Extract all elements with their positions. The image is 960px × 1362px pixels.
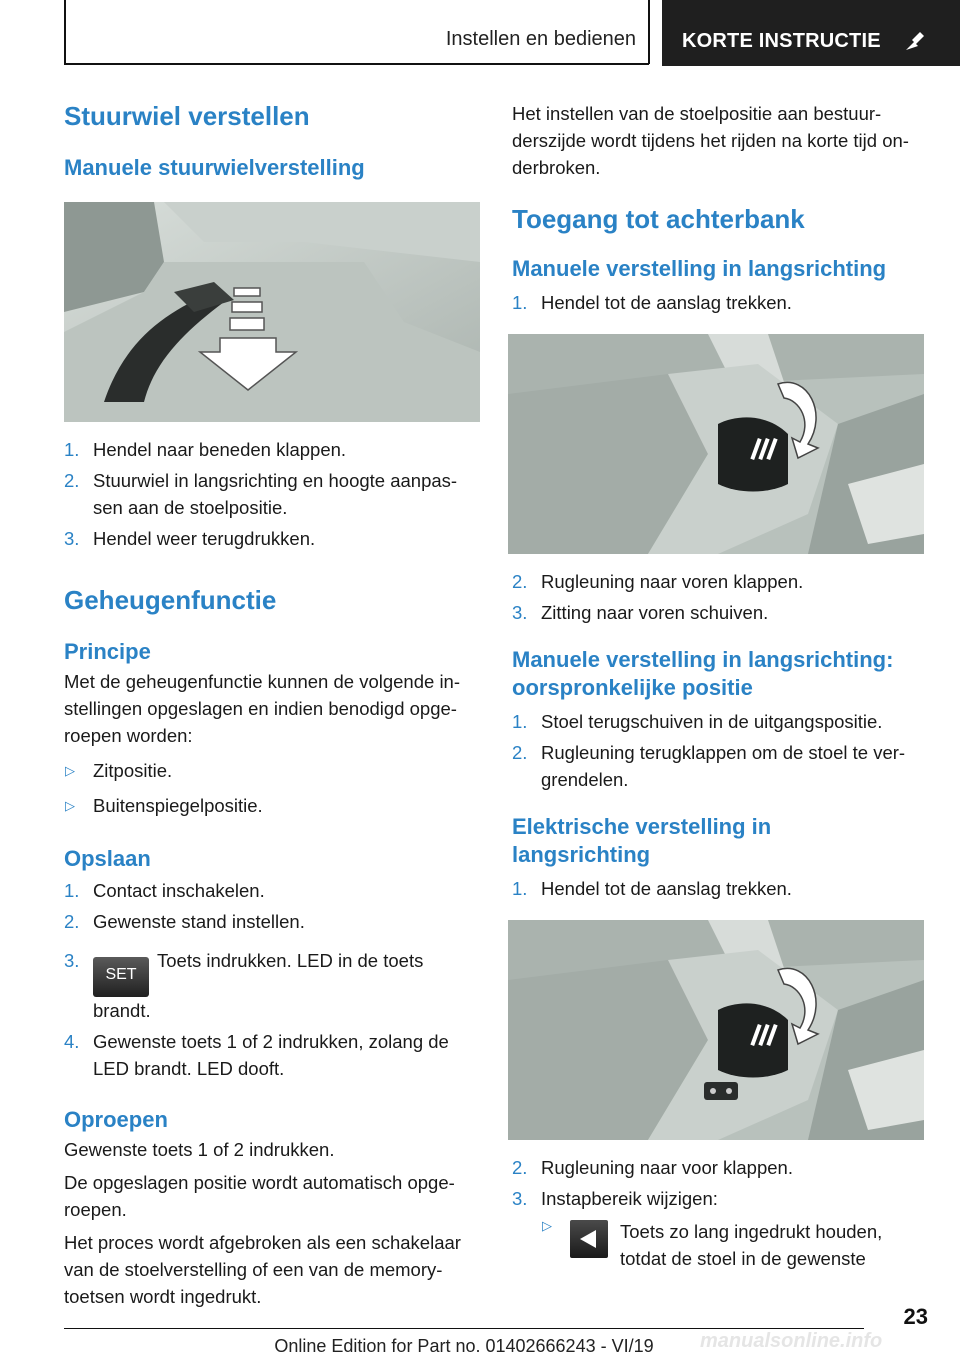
list-item: 3. Hendel weer terugdrukken.	[64, 528, 316, 549]
heading-manual-steering: Manuele stuurwielverstelling	[64, 155, 365, 180]
list-item: 1. Contact inschakelen.	[64, 880, 265, 901]
header-chapter-title: KORTE INSTRUCTIE	[682, 30, 881, 52]
heading-save: Opslaan	[64, 846, 151, 871]
heading-manual-long: Manuele verstelling in langsrichting	[512, 256, 887, 281]
left-column	[64, 100, 480, 182]
list-item: ▷ Zitpositie.	[65, 760, 173, 781]
heading-recall: Oproepen	[64, 1107, 168, 1132]
seat-lever-switch-illustration	[508, 920, 924, 1140]
heading-steering: Stuurwiel verstellen	[64, 101, 310, 131]
list-item: 3. SETToets indrukken. LED in de toets brandt.	[64, 950, 424, 1021]
heading-memory: Geheugenfunctie	[64, 585, 277, 615]
list-item: 1. Hendel tot de aanslag trekken.	[512, 878, 792, 899]
list-item: ▷ Buitenspiegelpositie.	[65, 795, 263, 816]
heading-access: Toegang tot achterbank	[512, 204, 805, 234]
list-item: 2. Rugleuning naar voren klappen.	[512, 571, 804, 592]
watermark: manualsonline.info	[700, 1330, 883, 1352]
list-item: 2. Rugleuning naar voor klappen.	[512, 1157, 793, 1178]
list-item: 1. Hendel naar beneden klappen.	[64, 439, 347, 460]
footer-edition: Online Edition for Part no. 01402666243 - VI/19	[274, 1336, 654, 1356]
list-item: ▷ Toets zo lang ingedrukt houden, totdat de stoel in de gewenste	[542, 1218, 883, 1269]
right-steps-c	[512, 1154, 928, 1272]
recall-paragraph: Gewenste toets 1 of 2 indrukken.	[64, 1139, 335, 1160]
heading-manual-original: Manuele verstelling in langsrichting: oorspronkelijke positie	[512, 647, 894, 700]
recall-paragraph: De opgeslagen positie wordt automatisch opge-roepen.	[64, 1172, 455, 1220]
header-section-title: Instellen en bedienen	[445, 28, 636, 50]
steering-steps	[64, 436, 480, 1310]
heading-principle: Principe	[64, 639, 151, 664]
intro-paragraph: Het instellen van de stoelpositie aan bestuur-derszijde wordt tijdens het rijden na korte tijd on-derbroken.	[512, 103, 909, 178]
page-number: 23	[903, 1304, 928, 1329]
header-rule-left	[64, 0, 66, 64]
seat-backward-button-icon	[570, 1220, 608, 1258]
header-chapter-tab	[662, 0, 960, 66]
footer-rule	[64, 1328, 864, 1329]
list-item: 1. Hendel tot de aanslag trekken.	[512, 292, 792, 313]
list-item: 3. Zitting naar voren schuiven.	[512, 602, 769, 623]
list-item: 4. Gewenste toets 1 of 2 indrukken, zolang de LED brandt. LED dooft.	[64, 1031, 449, 1079]
set-button-icon: SET	[93, 957, 149, 997]
list-item: 2. Stuurwiel in langsrichting en hoogte aanpas-sen aan de stoelpositie.	[64, 470, 458, 518]
list-item: 2. Rugleuning terugklappen om de stoel te ver-grendelen.	[512, 742, 906, 790]
right-steps-b	[512, 568, 928, 902]
lightning-bolt-icon	[902, 28, 928, 54]
heading-electric: Elektrische verstelling in langsrichting	[512, 814, 772, 867]
list-item: 1. Stoel terugschuiven in de uitgangspositie.	[512, 711, 883, 732]
bullet-icon: ▷	[542, 1218, 552, 1233]
list-item: 2. Gewenste stand instellen.	[64, 911, 305, 932]
steering-lever-illustration	[64, 202, 480, 422]
list-item: 3. Instapbereik wijzigen:	[512, 1188, 718, 1209]
principle-paragraph: Met de geheugenfunctie kunnen de volgende in-stellingen opgeslagen en indien benodigd opge-roepen worden:	[64, 671, 460, 746]
header-rule-mid	[648, 0, 650, 64]
header-rule-bottom	[64, 63, 649, 65]
recall-paragraph: Het proces wordt afgebroken als een schakelaar van de stoelverstelling of een van de memory-toetsen wordt ingedrukt.	[64, 1232, 461, 1307]
right-column	[512, 100, 928, 316]
seat-lever-illustration	[508, 334, 924, 554]
